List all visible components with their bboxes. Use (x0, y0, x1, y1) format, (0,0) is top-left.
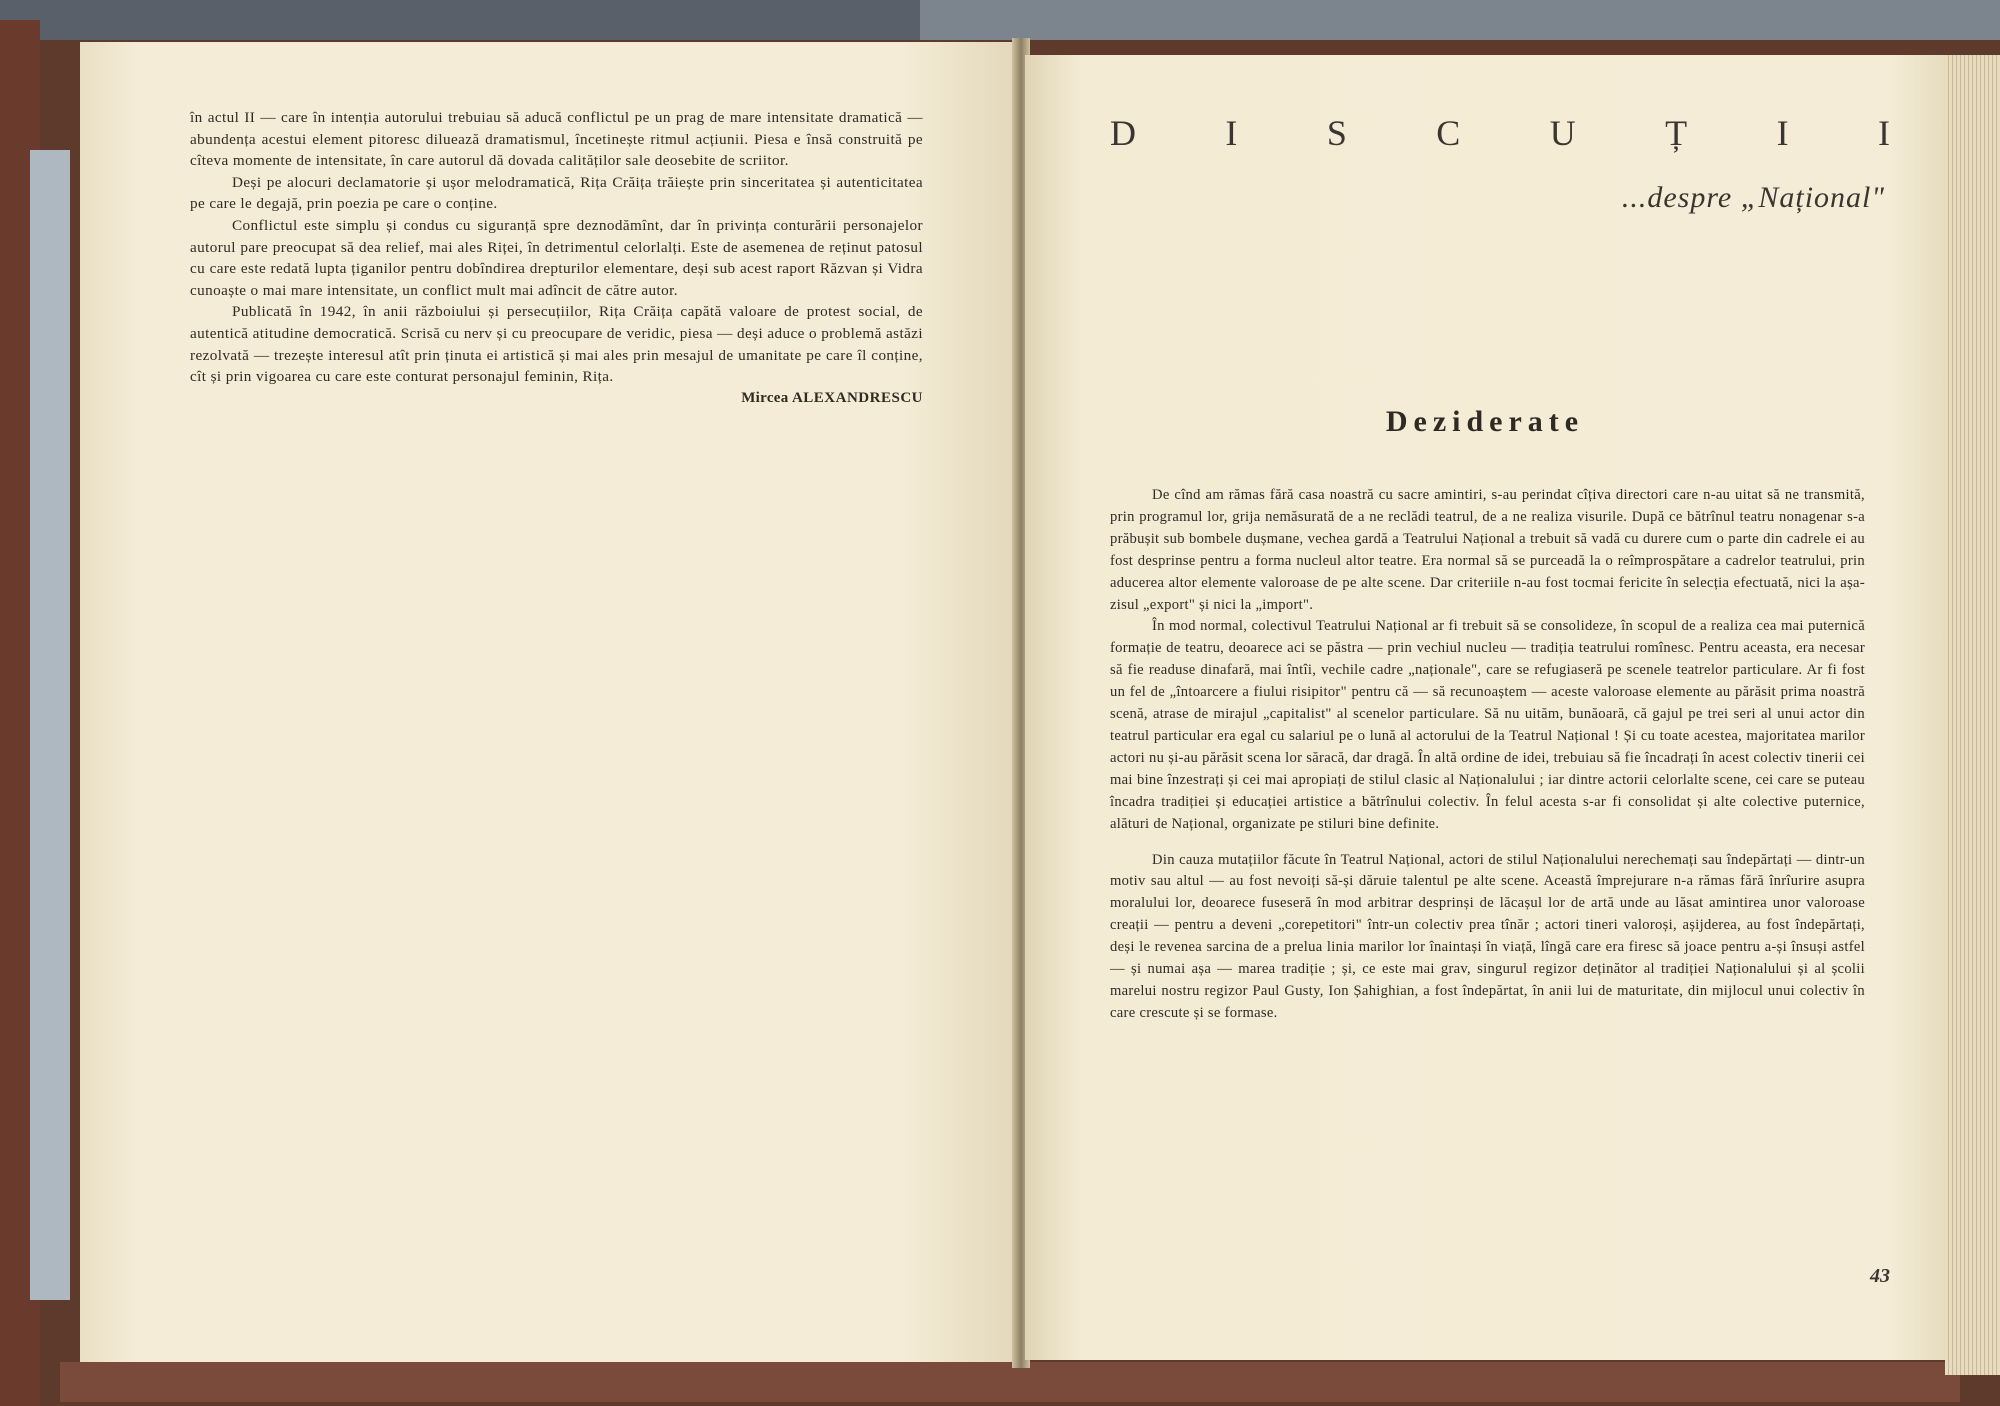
book-cover-top (0, 0, 2000, 40)
heading-letter: I (1225, 113, 1238, 153)
left-page-text (190, 107, 923, 407)
cover-edge (30, 150, 70, 1300)
left-paragraph-4: Publicată în 1942, în anii războiului și persecuțiilor, Rița Crăița capătă valoare de protest social, de autentică atitudine democratică. Scrisă cu nerv și cu preocupare de veridic, piesa — deși aduce o problemă astăzi rezolvată — trezește interesul atît prin ținuta ei artistică și mai ales prin mesajul de umanitate pe care îl conține, cît și prin vigoarea cu care este conturat personajul feminin, Rița. (190, 303, 923, 386)
left-paragraph-3: Conflictul este simplu și condus cu siguranță spre deznodămînt, dar în privința conturării personajelor autorul pare preocupat să dea relief, mai ales Riței, în detrimentul celorlalți. Este de asemenea de reținut patosul cu care este redată lupta țiganilor pentru dobîndirea drepturilor elementare, deși sub acest raport Răzvan și Vidra cunoaște o mai mare intensitate, un conflict mult mai adîncit de către autor. (190, 216, 923, 299)
section-heading (1110, 108, 1890, 158)
right-paragraph-3: Din cauza mutațiilor făcute în Teatrul Național, actori de stilul Naționalului nerechemați sau îndepărtați — dintr-un motiv sau altul — au fost nevoiți să-și dăruie talentul pe alte scene. Această împrejurare n-a rămas fără înrîurire asupra moralului lor, deoarece fuseseră în mod arbitrar desprinși de lăcașul lor de artă unde au lăsat amintirea unor valoroase creații — pentru a deveni „corepetitori" într-un colectiv prea tînăr ; actori tineri valoroși, așijderea, au fost îndepărtați, deși le revenea sarcina de a prelua linia marilor lor înaintași în viață, lîngă care era firesc să joace pentru a-și însuși astfel — și numai așa — marea tradiție ; și, ce este mai grav, singurul regizor deținător al tradiției Naționalului și al școlii marelui nostru regizor Paul Gusty, Ion Șahighian, a fost îndepărtat, în anii lui de maturitate, din mijlocul unui colectiv în care crescute și se formase. (1110, 851, 1865, 1021)
heading-letter: I (1878, 113, 1890, 153)
right-page (1025, 55, 1945, 1360)
page-stack-edge (1945, 55, 2000, 1375)
signature-last-name: ALEXANDRESCU (791, 389, 923, 406)
article-title: Deziderate (1385, 405, 1585, 438)
heading-letter: C (1436, 113, 1461, 153)
cover-strip (920, 0, 2000, 40)
section-subheading: ...despre „Național" (1621, 181, 1885, 214)
heading-letter: U (1549, 113, 1576, 153)
page-number: 43 (1870, 1265, 1890, 1287)
right-paragraph-2: În mod normal, colectivul Teatrului Național ar fi trebuit să se consolideze, în scopul de a realiza cea mai puternică formație de teatru, deoarece aci se păstra — prin vechiul nucleu — tradiția teatrului romînesc. Pentru aceasta, era necesar să fie readuse dinafară, mai întîi, vechile cadre „naționale", care se refugiaseră pe scenele teatrelor particulare. Ar fi fost un fel de „întoarcere a fiului risipitor" pentru că — să recunoaștem — aceste valoroase elemente au părăsit prima noastră scenă, atrase de mirajul „capitalist" al scenelor particulare. Să nu uităm, bunăoară, că gajul pe trei seri al unui actor din teatrul particular era egal cu salariul pe o lună al actorului de la Teatrul Național ! Și cu toate acestea, majoritatea marilor actori nu și-au părăsit scena lor săracă, dar dragă. În altă ordine de idei, trebuiau să fie încadrați în acest colectiv tinerii cei mai bine înzestrați și cei mai apropiați de stilul clasic al Naționalului ; iar dintre actorii celorlalte scene, cei care se puteau încadra tradiției și educației artistice a bătrînului colectiv. În felul acesta s-ar fi consolidat și alte colective puternice, alături de Național, organizate pe stiluri bine definite. (1110, 618, 1865, 832)
heading-letter: S (1326, 113, 1347, 153)
right-paragraph-1: De cînd am rămas fără casa noastră cu sacre amintiri, s-au perindat cîțiva directori care n-au uitat să ne transmită, prin programul lor, grija nemăsurată de a ne reclădi teatrul, de a ne realiza visurile. După ce bătrînul teatru nonagenar s-a prăbușit sub bombele dușmane, vechea gardă a Teatrului Național a trebuit să vadă cu durere cum o parte din cadrele ei au fost desprinse pentru a forma nucleul altor teatre. Era normal să se purceadă la o reîmprospătare a cadrelor teatrului, prin aducerea altor elemente valoroase de pe alte scene. Dar criteriile n-au fost tocmai fericite în selecția efectuată, nici la așa-zisul „export" și nici la „import". (1110, 487, 1865, 613)
heading-letter: I (1776, 113, 1789, 153)
heading-letter: D (1110, 113, 1136, 153)
book-bottom-edge (60, 1362, 1960, 1402)
heading-letter: Ț (1665, 113, 1688, 153)
right-page-text (1110, 485, 1865, 1025)
left-page (80, 42, 1015, 1362)
author-signature (190, 390, 923, 407)
left-paragraph-2: Deși pe alocuri declamatorie și ușor melodramatică, Rița Crăița trăiește prin sinceritatea și autenticitatea pe care le degajă, prin poezia pe care o conține. (190, 173, 923, 213)
signature-first-name: Mircea (741, 389, 789, 406)
left-paragraph-1: în actul II — care în intenția autorului trebuiau să aducă conflictul pe un prag de mare intensitate dramatică — abundența acestui element pitoresc diluează dramatismul, încetinește ritmul acțiunii. Piesa e însă construită pe cîteva momente de intensitate, în care autorul dă dovada calităților sale deosebite de scriitor. (190, 109, 923, 170)
